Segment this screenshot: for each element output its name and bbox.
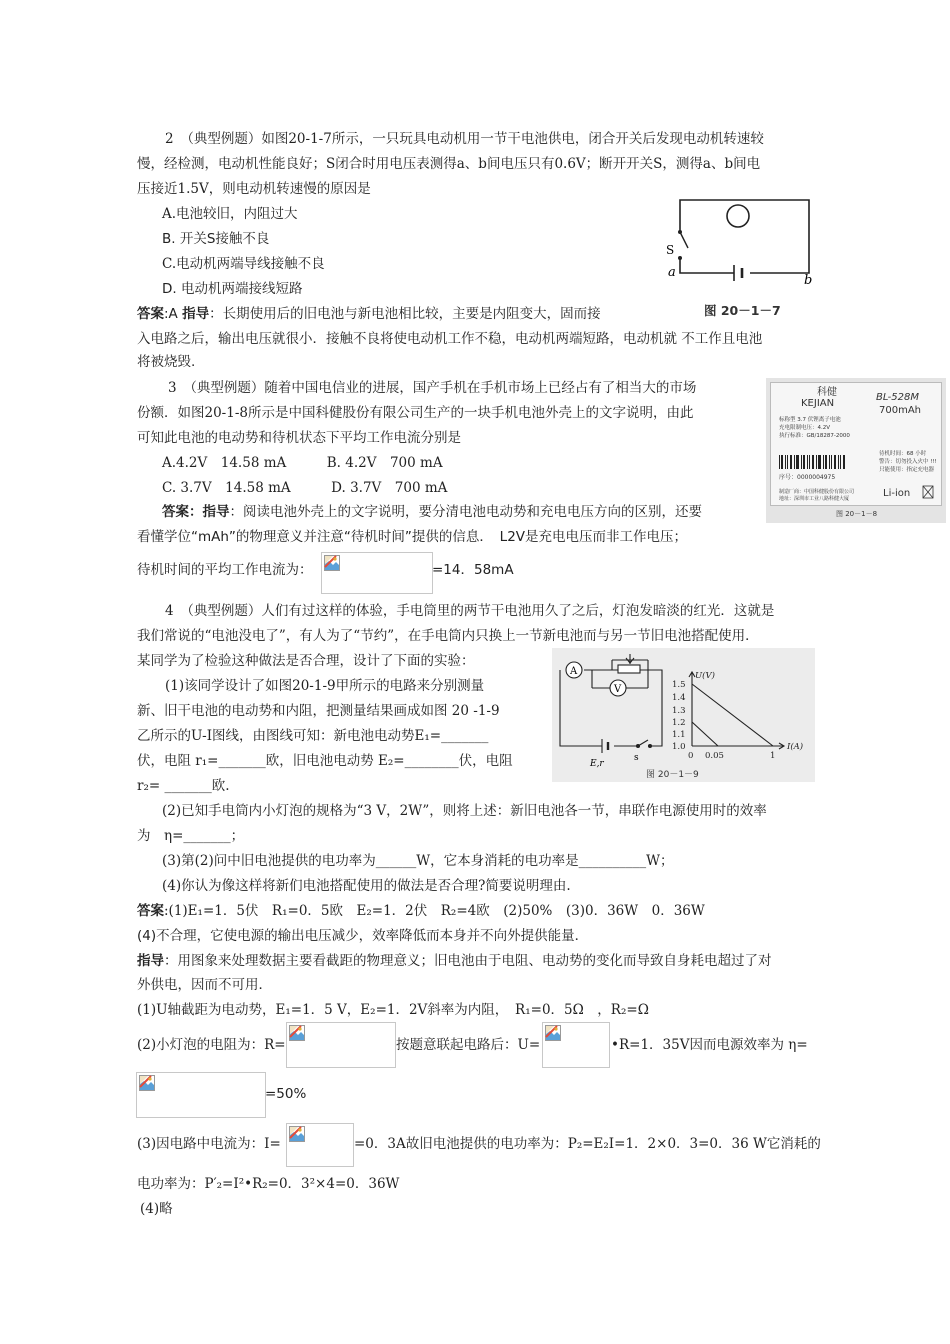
q4-part1-line2: 新、旧干电池的电动势和内阻，把测量结果画成如图 20 -1-9 [137,703,500,719]
q2-line2: 慢，经检测，电动机性能良好；S闭合时用电压表测得a、b间电压只有0.6V；断开开关S，测得a、b间电 [137,156,761,172]
y-tick: 1.2 [672,718,686,728]
q4-part2-line1: (2)已知手电筒内小灯泡的规格为“3 V，2W”，则将上述：新旧电池各一节，串联作电源使用时的效率 [162,803,767,819]
q4-guide-line6b: =0．3A故旧电池提供的电功率为：P₂=E₂I=1．2×0．3=0．36 W它消耗的 [354,1136,821,1152]
answer-label: 答案： [162,504,203,520]
q2-option-d: D. 电动机两端接线短路 [162,281,303,297]
guide-text: ：阅读电池外壳上的文字说明，要分清电池电动势和充电电压方向的区别，还要 [229,504,702,520]
battery-spec2: 充电限制电压：4.2V [779,425,831,431]
new-battery-line [692,684,773,746]
q4-answer-line2: (4)不合理，它使电源的输出电压减少，效率降低而本身并不向外提供能量． [137,928,589,944]
q2-answer-line [137,304,601,324]
q4-part1-line1: (1)该同学设计了如图20-1-9甲所示的电路来分别测量 [165,678,485,694]
q2-option-a: A.电池较旧，内阻过大 [162,206,298,222]
point-b-label: b [804,273,813,288]
broken-image-icon [289,1126,305,1142]
broken-image-icon [324,555,340,571]
q3-line2: 份额．如图20-1-8所示是中国科健股份有限公司生产的一块手机电池外壳上的文字说明，由此 [137,405,694,421]
q4-part2-line2: 为 η=_______； [137,828,245,844]
battery-brand-en: KEJIAN [801,398,835,409]
battery-capacity: 700mAh [879,405,922,416]
q4-guide-line6a: (3)因电路中电流为：I= [137,1136,281,1152]
battery-liion: Li-ion [883,488,911,499]
q4-guide-line4b: 按题意联起电路后：U= [396,1037,541,1053]
battery-model: BL-528M [876,392,919,403]
figure-caption: 图 20－1－9 [646,770,699,780]
motor-symbol [727,205,749,227]
q4-part4: (4)你认为像这样将新们电池搭配使用的做法是否合理?简要说明理由. [162,878,571,894]
figure-20-1-8 [766,378,946,523]
battery-warning1: 警告：切勿投入火中 !!! [879,459,937,465]
q3-line3: 可知此电池的电动势和待机状态下平均工作电流分别是 [137,430,461,446]
q3-options-cd: C. 3.7V 14.58 mA D. 3.7V 700 mA [162,480,448,496]
battery-serial: 序号：0000004975 [779,474,836,481]
q3-options-ab: A.4.2V 14.58 mA B. 4.2V 700 mA [162,455,443,471]
q2-option-b: B. 开关S接触不良 [162,231,270,247]
formula-image-placeholder [321,552,433,594]
q4-part1-line5: r₂= _______欧. [137,778,230,794]
guide-label: 指导 [202,504,230,520]
formula-image-placeholder [136,1072,266,1118]
barcode [779,455,845,469]
figure-caption: 图 20－1－7 [704,303,781,318]
y-tick: 1.0 [672,742,686,752]
answer-label: 答案 [137,903,164,919]
ammeter-label: A [570,666,578,677]
answer-value: :A [164,306,178,322]
formula-image-placeholder [286,1123,354,1167]
switch-label: s [634,753,639,763]
q4-guide-line5: =50% [265,1086,307,1102]
q4-part1-line4: 伏，电阻 r₁=_______欧，旧电池电动势 E₂=________伏，电阻 [137,753,513,769]
x-tick: 1 [770,751,776,761]
battery-spec1: 标称型 3.7 伏锂离子电池 [779,417,841,423]
figure-20-1-9 [552,648,815,782]
battery-er-label: E,r [590,759,604,769]
battery-warning2: 只能使用：指定充电器 [879,467,935,473]
guide-label: 指导 [182,306,210,322]
q2-guide-line2: 入电路之后，输出电压就很小．接触不良将使电动机工作不稳，电动机两端短路，电动机就 不工作且电池 [137,331,763,347]
answer-label: 答案 [137,306,164,322]
formula-image-placeholder [542,1022,610,1068]
q4-guide-line8: (4)略 [140,1201,173,1217]
broken-image-icon [139,1075,155,1091]
battery-standby: 待机时间：68 小时 [879,451,927,457]
q4-guide-line3: (1)U轴截距为电动势，E₁=1．5 V，E₂=1．2V斜率为内阻， R₁=0．5Ω ，R₂=Ω [137,1002,649,1018]
answer-text: :(1)E₁=1．5伏 R₁=0．5欧 E₂=1．2伏 R₂=4欧 (2)50% (3)0．36W 0．36W [164,903,705,919]
q3-guide-line3a: 待机时间的平均工作电流为： [137,562,313,578]
point-a-label: a [668,265,676,280]
q4-line3: 某同学为了检验这种做法是否合理，设计了下面的实验： [137,653,475,669]
x-tick: 0.05 [705,751,724,761]
q2-option-c: C.电动机两端导线接触不良 [162,256,325,272]
q4-answer-line [137,901,705,921]
x-axis-label: I(A) [787,742,804,752]
q4-guide-line1 [137,951,772,971]
y-tick: 1.5 [672,680,686,690]
circuit-diagram [664,198,818,324]
q4-part1-line3: 乙所示的U-I图线，由图线可知：新电池电动势E₁=_______ [137,728,489,744]
q4-guide-line4a: (2)小灯泡的电阻为：R= [137,1037,286,1053]
guide-text: ：用图象来处理数据主要看截距的物理意义；旧电池由于电阻、电动势的变化而导致自身耗电超过了对 [164,953,772,969]
q4-line1: 4 （典型例题）人们有过这样的体验，手电筒里的两节干电池用久了之后，灯泡发暗淡的红光．这就是 [165,603,775,619]
guide-label: 指导 [137,953,164,969]
formula-image-placeholder [286,1022,396,1068]
q4-guide-line2: 外供电，因而不可用． [137,977,272,993]
q2-line1: 2 （典型例题）如图20-1-7所示，一只玩具电动机用一节干电池供电，闭合开关后发现电动机转速较 [165,131,764,147]
battery-label [770,382,942,506]
q3-guide-line3b: =14．58mA [432,562,514,578]
q3-guide-line2: 看懂学位“mAh”的物理意义并注意“待机时间”提供的信息． L2V是充电电压而非工作电压； [137,529,688,545]
switch-label: S [666,243,675,257]
q3-answer-line [162,502,702,522]
y-tick: 1.3 [672,706,686,716]
figure-20-1-7 [664,198,818,324]
q2-line3: 压接近1.5V，则电动机转速慢的原因是 [137,181,371,197]
battery-brand-cn: 科健 [817,387,837,398]
old-battery-line [692,722,718,746]
q3-line1: 3 （典型例题）随着中国电信业的进展，国产手机在手机市场上已经占有了相当大的市场 [168,380,697,396]
guide-text: ：长期使用后的旧电池与新电池相比较，主要是内阻变大，固而接 [209,306,601,322]
y-tick: 1.1 [672,730,686,740]
y-axis-label: U(V) [695,671,715,681]
figure-caption: 图 20－1－8 [836,510,878,518]
y-tick: 1.4 [672,693,686,703]
battery-spec3: 执行标准：GB/18287-2000 [779,433,850,439]
q4-part3: (3)第(2)问中旧电池提供的电功率为______W，它本身消耗的电功率是__________W； [162,853,674,869]
q2-guide-line3: 将被烧毁. [137,354,196,370]
x-tick: 0 [688,751,694,761]
ui-graph [689,672,784,749]
q4-guide-line4c: •R=1．35V因而电源效率为 η= [611,1037,808,1053]
voltmeter-label: V [614,684,622,695]
broken-image-icon [289,1025,305,1041]
q4-guide-line7: 电功率为：P′₂=I²•R₂=0．3²×4=0．36W [137,1176,400,1192]
broken-image-icon [545,1025,561,1041]
battery-maker2: 地址：深圳市工业八路科健大厦 [779,496,850,502]
q4-line2: 我们常说的“电池没电了”，有人为了“节约”，在手电筒内只换上一节新电池而与另一节旧电池搭配使用． [137,628,759,644]
battery-maker1: 制造厂商：中国科健股份有限公司 [779,489,855,495]
